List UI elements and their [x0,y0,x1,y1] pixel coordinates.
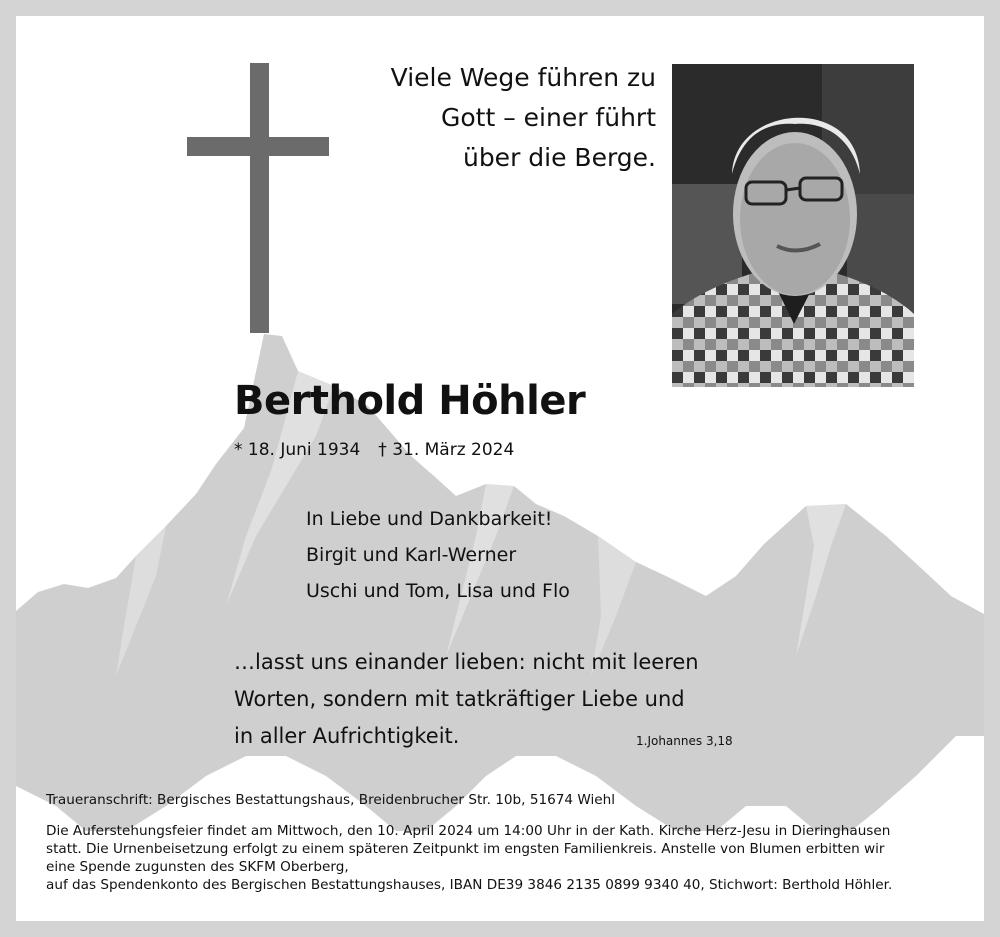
birth-date: * 18. Juni 1934 [234,440,361,460]
motto-line: Gott – einer führt [440,103,656,132]
info-line: Die Auferstehungsfeier findet am Mittwoch, den 10. April 2024 um 14:00 Uhr in der Kath. Kirche Herz-Jesu in Dieringhausen [46,823,891,839]
deceased-name: Berthold Höhler [234,378,586,424]
mourning-address: Traueranschrift: Bergisches Bestattungshaus, Breidenbrucher Str. 10b, 51674 Wiehl [46,792,616,808]
life-dates [234,440,514,460]
motto-line: Viele Wege führen zu [390,63,656,92]
death-date: † 31. März 2024 [378,440,515,460]
info-line: auf das Spendenkonto des Bergischen Bestattungshauses, IBAN DE39 3846 2135 0899 9340 40, Stichwort: Berthold Höhler. [46,877,893,893]
portrait-photo [672,64,914,387]
info-line: statt. Die Urnenbeisetzung erfolgt zu einem späteren Zeitpunkt im engsten Familienkreis. Anstelle von Blumen erbitten wir [46,841,885,857]
obituary-card [16,16,984,921]
verse-line: …lasst uns einander lieben: nicht mit leeren [234,650,699,674]
bible-verse [234,644,699,755]
verse-reference: 1.Johannes 3,18 [636,734,733,748]
mourners-line: Birgit und Karl-Werner [306,544,517,566]
verse-line: in aller Aufrichtigkeit. [234,724,460,748]
mourners-line: Uschi und Tom, Lisa und Flo [306,580,570,602]
mourners [306,501,570,609]
verse-line: Worten, sondern mit tatkräftiger Liebe und [234,687,685,711]
motto-line: über die Berge. [462,143,656,172]
motto [316,58,656,178]
mourners-line: In Liebe und Dankbarkeit! [306,508,553,530]
ceremony-info [46,822,966,894]
info-line: eine Spende zugunsten des SKFM Oberberg, [46,859,349,875]
